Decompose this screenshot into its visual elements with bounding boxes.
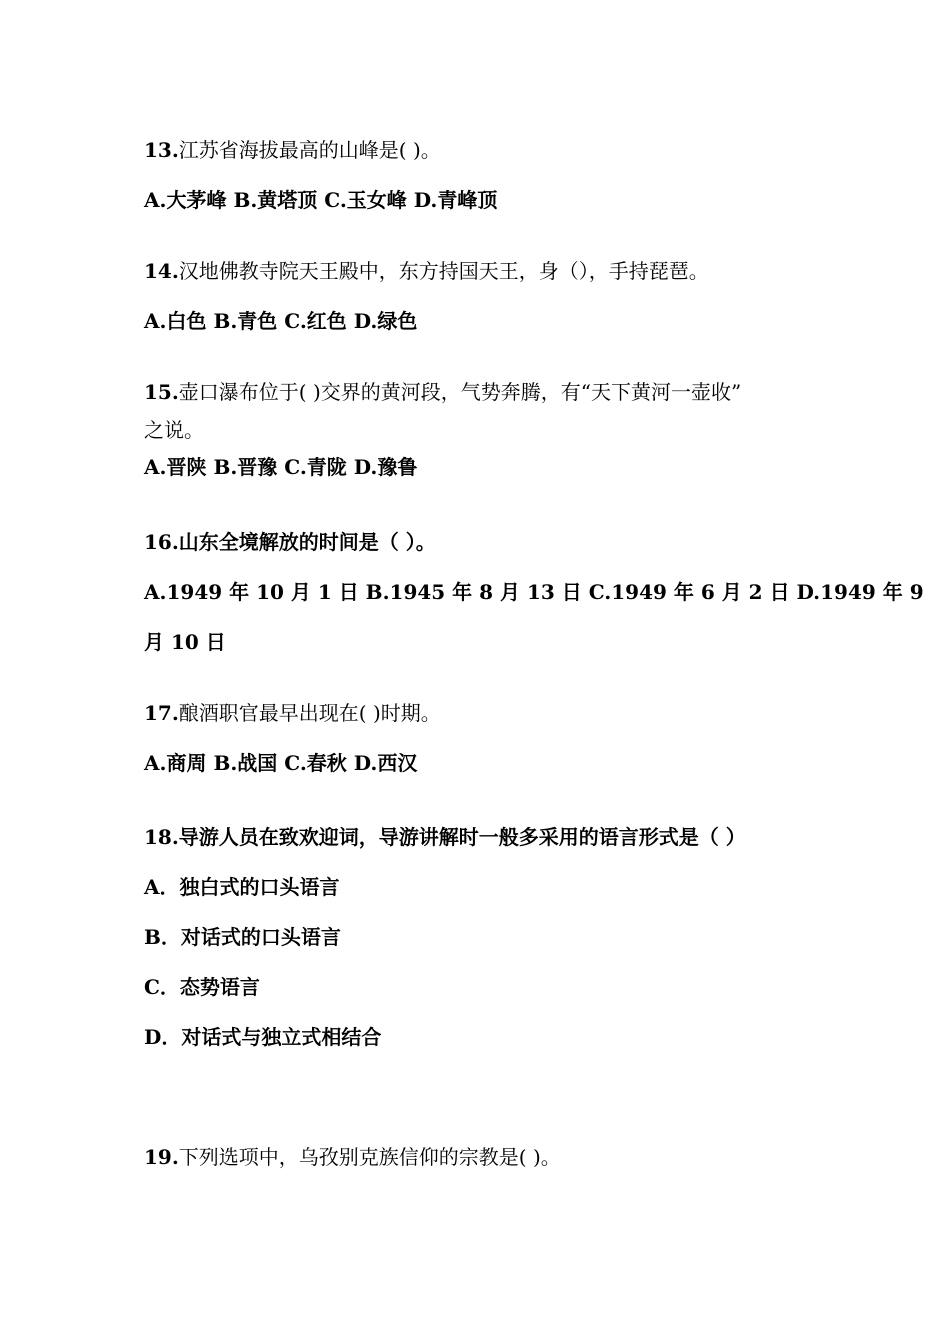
question-19 <box>144 1145 561 1169</box>
question-15-text-line2: 之说。 <box>144 418 204 442</box>
question-15-text-line1: 壶口瀑布位于( )交界的黄河段，气势奔腾，有“天下黄河一壶收” <box>178 380 742 404</box>
question-16: 16.山东全境解放的时间是（ ）。 <box>144 530 436 554</box>
question-17-text: 酿酒职官最早出现在( )时期。 <box>178 701 441 725</box>
question-13-text: 江苏省海拔最高的山峰是( )。 <box>178 138 441 162</box>
question-19-number: 19. <box>144 1145 179 1169</box>
question-15-number: 15. <box>144 380 179 404</box>
question-16-options-line2: 月 10 日 <box>144 630 226 654</box>
question-13-options: A.大茅峰 B.黄塔顶 C.玉女峰 D.青峰顶 <box>144 188 498 212</box>
question-18-option-a: A．独白式的口头语言 <box>144 875 340 899</box>
question-14 <box>144 259 709 283</box>
question-13 <box>144 138 441 162</box>
question-17 <box>144 701 441 725</box>
question-14-text: 汉地佛教寺院天王殿中，东方持国天王，身（），手持琵琶。 <box>178 259 709 283</box>
question-14-number: 14. <box>144 259 179 283</box>
question-15 <box>144 380 741 404</box>
question-16-options-line1: A.1949 年 10 月 1 日 B.1945 年 8 月 13 日 C.1949 年 6 月 2 日 D.1949 年 9 <box>144 580 924 604</box>
question-19-text: 下列选项中，乌孜别克族信仰的宗教是( )。 <box>178 1145 561 1169</box>
question-15-options: A.晋陕 B.晋豫 C.青陇 D.豫鲁 <box>144 455 418 479</box>
question-14-options: A.白色 B.青色 C.红色 D.绿色 <box>144 309 418 333</box>
question-18: 18.导游人员在致欢迎词，导游讲解时一般多采用的语言形式是（ ） <box>144 825 746 849</box>
question-17-number: 17. <box>144 701 179 725</box>
question-18-option-b: B．对话式的口头语言 <box>144 925 341 949</box>
question-17-options: A.商周 B.战国 C.春秋 D.西汉 <box>144 751 418 775</box>
question-13-number: 13. <box>144 138 179 162</box>
question-18-option-d: D．对话式与独立式相结合 <box>144 1025 382 1049</box>
question-18-option-c: C．态势语言 <box>144 975 260 999</box>
